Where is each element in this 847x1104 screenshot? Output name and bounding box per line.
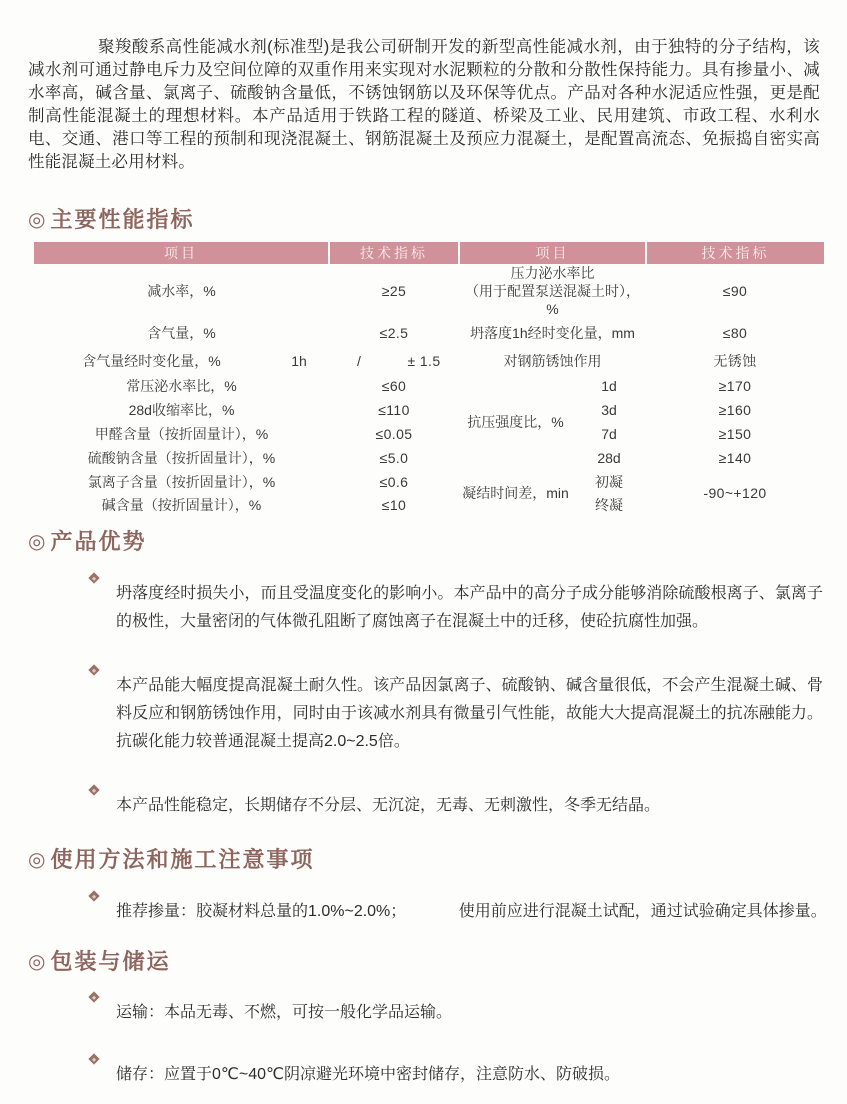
cell-air-content: 含气量，% — [147, 325, 216, 341]
table-row — [34, 264, 824, 318]
storage-text: 储存：应置于0℃~40℃阴凉避光环境中密封储存，注意防水、防破损。 — [116, 1066, 620, 1083]
section-title-packaging — [28, 948, 823, 976]
cell-chloride: 氯离子含量（按折固量计），% — [87, 474, 276, 490]
dosage-line — [116, 898, 827, 926]
cell-bleeding-ratio-spec: ≤60 — [381, 378, 407, 394]
section-title-text: 包装与储运 — [50, 949, 171, 974]
performance-table — [34, 242, 824, 516]
diamond-bullet-icon — [88, 991, 99, 1002]
list-item — [28, 564, 823, 652]
packaging-list — [28, 984, 823, 1104]
cell-age-1d-spec: ≥170 — [718, 378, 752, 394]
cell-chloride-spec: ≤0.6 — [379, 474, 409, 490]
usage-list — [28, 882, 827, 942]
table-row — [34, 422, 824, 446]
diamond-bullet-icon — [88, 664, 99, 675]
cell-water-reduction-spec: ≥25 — [381, 283, 407, 299]
table-row — [34, 374, 824, 398]
col-header-spec-right: 技术指标 — [646, 242, 824, 264]
cell-line-2: （用于配置泵送混凝土时），% — [465, 283, 640, 317]
cell-shrinkage: 28d收缩率比，% — [128, 402, 235, 418]
section-title-usage — [28, 846, 823, 874]
air-change-label: 含气量经时变化量，% — [82, 353, 221, 369]
diamond-bullet-icon — [88, 572, 99, 583]
cell-pressure-bleeding-spec: ≤90 — [722, 283, 748, 299]
cell-age-28d-spec: ≥140 — [718, 450, 752, 466]
advantage-text: 本产品性能稳定，长期储存不分层、无沉淀，无毒、无刺激性，冬季无结晶。 — [116, 797, 661, 814]
cell-water-reduction: 减水率，% — [147, 283, 216, 299]
cell-air-change — [34, 348, 459, 374]
diamond-bullet-inner — [92, 1057, 96, 1061]
cell-age-3d: 3d — [601, 402, 617, 418]
advantage-text: 坍落度经时损失小，而且受温度变化的影响小。本产品中的高分子成分能够消除硫酸根离子、氯离子的极性，大量密闭的气体微孔阻断了腐蚀离子在混凝土中的迁移，使砼抗腐性加强。 — [116, 585, 823, 630]
cell-pressure-bleeding — [459, 264, 646, 318]
diamond-bullet-icon — [88, 1053, 99, 1064]
intro-paragraph: 聚羧酸系高性能减水剂(标准型)是我公司研制开发的新型高性能减水剂，由于独特的分子结构，该减水剂可通过静电斥力及空间位障的双重作用来实现对水泥颗粒的分散和分散性保持能力。具有掺量小、减水率高，碱含量、氯离子、硫酸钠含量低，不锈蚀钢筋以及环保等优点。产品对各种水泥适应性强，更是配制高性能混凝土的理想材料。本产品适用于铁路工程的隧道、桥梁及工业、民用建筑、市政工程、水利水电、交通、港口等工程的预制和现浇混凝土、钢筋混凝土及预应力混凝土，是配置高流态、免振捣自密实高性能混凝土必用材料。 — [28, 38, 820, 171]
col-header-spec-left: 技术指标 — [329, 242, 459, 264]
dosage-trial-note: 使用前应进行混凝土试配，通过试验确定具体掺量。 — [458, 903, 827, 920]
air-change-slash: / — [357, 353, 361, 369]
table-row — [34, 348, 824, 374]
cell-slump-change: 坍落度1h经时变化量，mm — [470, 325, 635, 341]
cell-sodium-sulfate: 硫酸钠含量（按折固量计），% — [87, 450, 276, 466]
table-row — [34, 398, 824, 422]
air-change-spec: ± 1.5 — [407, 353, 441, 369]
list-item — [28, 776, 823, 836]
table-row — [34, 446, 824, 470]
air-change-time: 1h — [291, 353, 307, 369]
cell-age-28d: 28d — [597, 450, 621, 466]
cell-bleeding-ratio: 常压泌水率比，% — [126, 378, 237, 394]
cell-rebar-corrosion: 对钢筋锈蚀作用 — [503, 353, 602, 369]
cell-age-3d-spec: ≥160 — [718, 402, 752, 418]
cell-age-7d-spec: ≥150 — [718, 426, 752, 442]
cell-alkali-spec: ≤10 — [381, 497, 407, 513]
diamond-bullet-inner — [92, 894, 96, 898]
section-title-advantages — [28, 528, 823, 556]
diamond-bullet-inner — [92, 788, 96, 792]
cell-age-7d: 7d — [601, 426, 617, 442]
cell-setting-time-spec: -90~+120 — [703, 485, 767, 501]
air-change-row — [34, 351, 459, 371]
diamond-bullet-inner — [92, 995, 96, 999]
cell-compressive-label: 抗压强度比，% — [467, 414, 564, 430]
diamond-bullet-icon — [88, 784, 99, 795]
col-header-item-right: 项目 — [459, 242, 646, 264]
cell-text — [459, 264, 646, 318]
section-title-text: 产品优势 — [50, 529, 147, 554]
cell-slump-change-spec: ≤80 — [722, 325, 748, 341]
section-title-text: 主要性能指标 — [50, 207, 195, 232]
cell-rebar-corrosion-spec: 无锈蚀 — [713, 353, 757, 369]
advantages-list — [28, 564, 823, 836]
diamond-bullet-inner — [92, 668, 96, 672]
list-item — [28, 882, 827, 942]
cell-setting-time-label: 凝结时间差，min — [462, 485, 569, 501]
cell-air-content-spec: ≤2.5 — [379, 325, 409, 341]
cell-alkali: 碱含量（按折固量计），% — [101, 497, 262, 513]
cell-formaldehyde-spec: ≤0.05 — [375, 426, 413, 442]
transport-text: 运输：本品无毒、不燃，可按一般化学品运输。 — [116, 1004, 453, 1021]
section-title-performance — [28, 206, 823, 234]
table-header-row — [34, 242, 824, 264]
cell-setting-initial: 初凝 — [595, 474, 623, 490]
list-item — [28, 656, 823, 772]
table-row — [34, 470, 824, 494]
table-row — [34, 318, 824, 348]
cell-line-1: 压力泌水率比 — [510, 265, 595, 281]
cell-setting-final: 终凝 — [595, 497, 623, 513]
double-circle-icon: ◎ — [28, 531, 46, 553]
col-header-item-left: 项目 — [34, 242, 329, 264]
cell-age-1d: 1d — [601, 378, 617, 394]
cell-shrinkage-spec: ≤110 — [378, 402, 410, 418]
diamond-bullet-icon — [88, 890, 99, 901]
section-title-text: 使用方法和施工注意事项 — [50, 847, 315, 872]
dosage-recommendation: 推荐掺量：胶凝材料总量的1.0%~2.0%； — [116, 903, 407, 920]
double-circle-icon: ◎ — [28, 951, 46, 973]
list-item — [28, 984, 823, 1042]
double-circle-icon: ◎ — [28, 849, 46, 871]
advantage-text: 本产品能大幅度提高混凝土耐久性。该产品因氯离子、硫酸钠、碱含量很低，不会产生混凝土碱、骨料反应和钢筋锈蚀作用，同时由于该减水剂具有微量引气性能，故能大大提高混凝土的抗冻融能力。抗碳化能力较普通混凝土提高2.0~2.5倍。 — [116, 677, 823, 750]
cell-formaldehyde: 甲醛含量（按折固量计），% — [94, 426, 269, 442]
list-item — [28, 1046, 823, 1104]
diamond-bullet-inner — [92, 576, 96, 580]
double-circle-icon: ◎ — [28, 209, 46, 231]
cell-sodium-sulfate-spec: ≤5.0 — [379, 450, 409, 466]
